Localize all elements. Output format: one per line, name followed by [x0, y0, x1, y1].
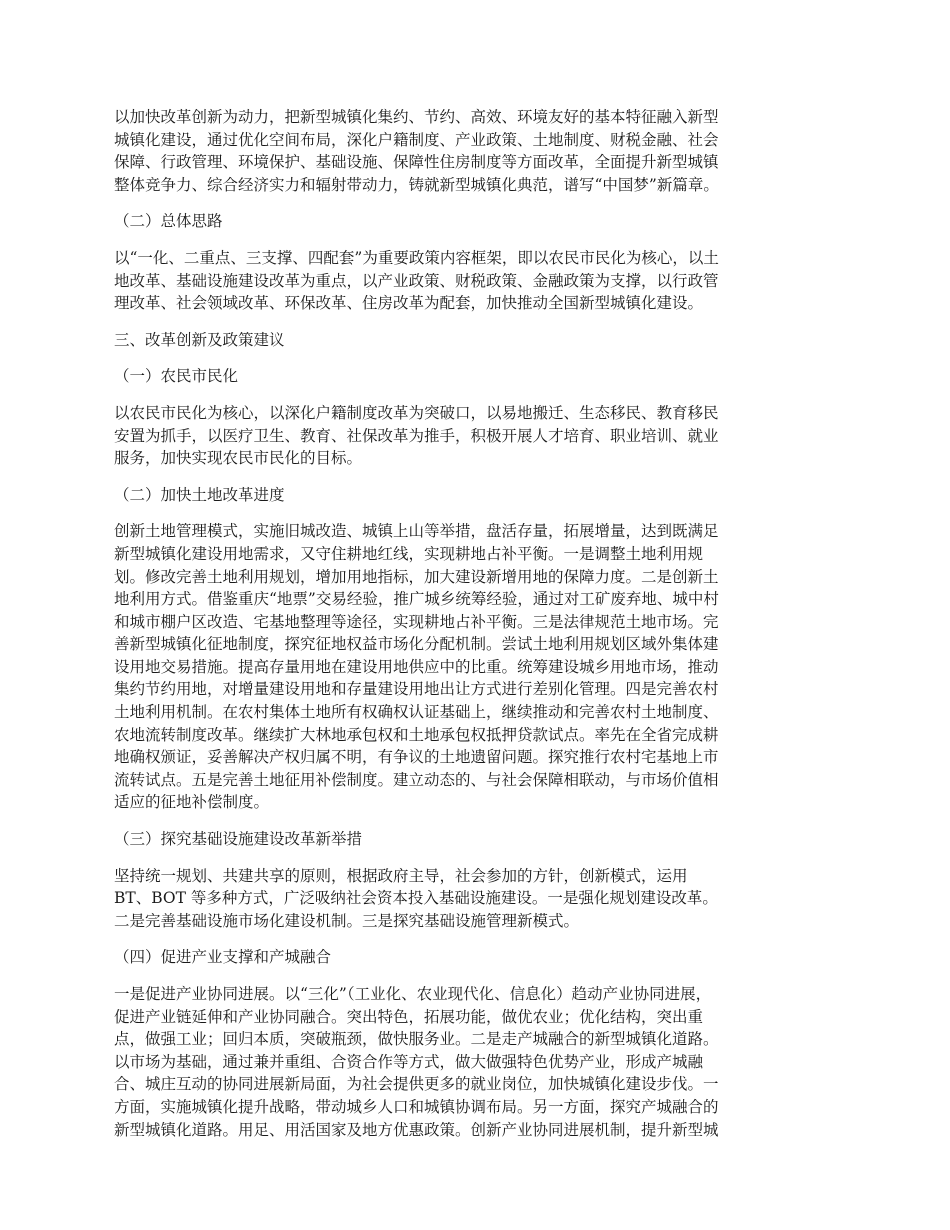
text-line: 和城市棚户区改造、宅基地整理等途径，实现耕地占补平衡。三是法律规范土地市场。完 — [114, 612, 719, 631]
text-line: 集约节约用地，对增量建设用地和存量建设用地出让方式进行差别化管理。四是完善农村 — [114, 680, 719, 699]
chapter-heading-reform-policy: 三、改革创新及政策建议 — [114, 330, 285, 349]
text-line: 适应的征地补偿制度。 — [114, 793, 270, 812]
section-heading-overall-approach: （二）总体思路 — [114, 212, 223, 231]
text-line: 整体竞争力、综合经济实力和辐射带动力，铸就新型城镇化典范，谱写“中国梦”新篇章。 — [114, 175, 719, 194]
text-line: 以加快改革创新为动力，把新型城镇化集约、节约、高效、环境友好的基本特征融入新型 — [114, 108, 719, 126]
section-heading-land-reform: （二）加快土地改革进度 — [114, 485, 285, 504]
text-line: 地确权颁证，妥善解决产权归属不明，有争议的土地遗留问题。探究推行农村宅基地上市 — [114, 748, 719, 767]
text-line: 地改革、基础设施建设改革为重点，以产业政策、财税政策、金融政策为支撑，以行政管 — [114, 271, 719, 290]
paragraph-overall-approach — [114, 247, 840, 315]
text-line: 以市场为基础，通过兼并重组、合资合作等方式，做大做强特色优势产业，形成产城融 — [114, 1052, 704, 1071]
text-line: 以农民市民化为核心，以深化户籍制度改革为突破口，以易地搬迁、生态移民、教育移民 — [114, 403, 719, 422]
paragraph-intro — [114, 106, 840, 196]
text-line: 促进产业链延伸和产业协同融合。突出特色，拓展功能，做优农业；优化结构，突出重 — [114, 1007, 704, 1026]
text-line: 划。修改完善土地利用规划，增加用地指标，加大建设新增用地的保障力度。二是创新土 — [114, 567, 719, 586]
text-line: 新型城镇化道路。用足、用活国家及地方优惠政策。创新产业协同进展机制，提升新型城 — [114, 1120, 719, 1139]
paragraph-industry-integration — [114, 983, 840, 1141]
text-line: 以“一化、二重点、三支撑、四配套”为重要政策内容框架，即以农民市民化为核心，以土 — [114, 248, 719, 267]
text-line: 流转试点。五是完善土地征用补偿制度。建立动态的、与社会保障相联动，与市场价值相 — [114, 770, 719, 789]
section-heading-infrastructure: （三）探究基础设施建设改革新举措 — [114, 830, 363, 849]
paragraph-infrastructure — [114, 865, 840, 933]
text-line: 方面，实施城镇化提升战略，带动城乡人口和城镇协调布局。另一方面，探究产城融合的 — [114, 1097, 719, 1116]
text-line: 设用地交易措施。提高存量用地在建设用地供应中的比重。统筹建设城乡用地市场，推动 — [114, 657, 719, 676]
text-line: BT、BOT 等多种方式，广泛吸纳社会资本投入基础设施建设。一是强化规划建设改革。 — [114, 889, 718, 908]
text-line: 新型城镇化建设用地需求，又守住耕地红线，实现耕地占补平衡。一是调整土地利用规 — [114, 544, 704, 563]
text-line: 一是促进产业协同进展。以“三化”（工业化、农业现代化、信息化）趋动产业协同进展， — [114, 985, 712, 1003]
text-line: 安置为抓手，以医疗卫生、教育、社保改革为推手，积极开展人才培育、职业培训、就业 — [114, 426, 719, 445]
text-line: 保障、行政管理、环境保护、基础设施、保障性住房制度等方面改革，全面提升新型城镇 — [114, 153, 719, 172]
text-line: 服务，加快实现农民市民化的目标。 — [114, 449, 363, 468]
text-line: 土地利用机制。在农村集体土地所有权确权认证基础上，继续推动和完善农村土地制度、 — [114, 703, 719, 722]
text-line: 二是完善基础设施市场化建设机制。三是探究基础设施管理新模式。 — [114, 911, 580, 930]
section-heading-farmer-citizenization: （一）农民市民化 — [114, 367, 239, 386]
text-line: 城镇化建设，通过优化空间布局，深化户籍制度、产业政策、土地制度、财税金融、社会 — [114, 130, 719, 149]
text-line: 地利用方式。借鉴重庆“地票”交易经验，推广城乡统筹经验，通过对工矿废弃地、城中村 — [114, 590, 719, 609]
text-line: 农地流转制度改革。继续扩大林地承包权和土地承包权抵押贷款试点。率先在全省完成耕 — [114, 725, 719, 744]
text-line: 合、城庄互动的协同进展新局面，为社会提供更多的就业岗位，加快城镇化建设步伐。一 — [114, 1075, 719, 1094]
text-line: 创新土地管理模式，实施旧城改造、城镇上山等举措，盘活存量，拓展增量，达到既满足 — [114, 522, 719, 541]
text-line: 坚持统一规划、共建共享的原则，根据政府主导，社会参加的方针，创新模式，运用 — [114, 866, 688, 885]
text-line: 点，做强工业；回归本质，突破瓶颈，做快服务业。二是走产城融合的新型城镇化道路。 — [114, 1030, 719, 1049]
document-page — [114, 106, 840, 1155]
section-heading-industry-integration: （四）促进产业支撑和产城融合 — [114, 948, 332, 967]
text-line: 理改革、社会领域改革、环保改革、住房改革为配套，加快推动全国新型城镇化建设。 — [114, 294, 704, 313]
paragraph-land-reform — [114, 520, 840, 814]
text-line: 善新型城镇化征地制度，探究征地权益市场化分配机制。尝试土地利用规划区域外集体建 — [114, 635, 719, 654]
paragraph-farmer-citizenization — [114, 402, 840, 470]
